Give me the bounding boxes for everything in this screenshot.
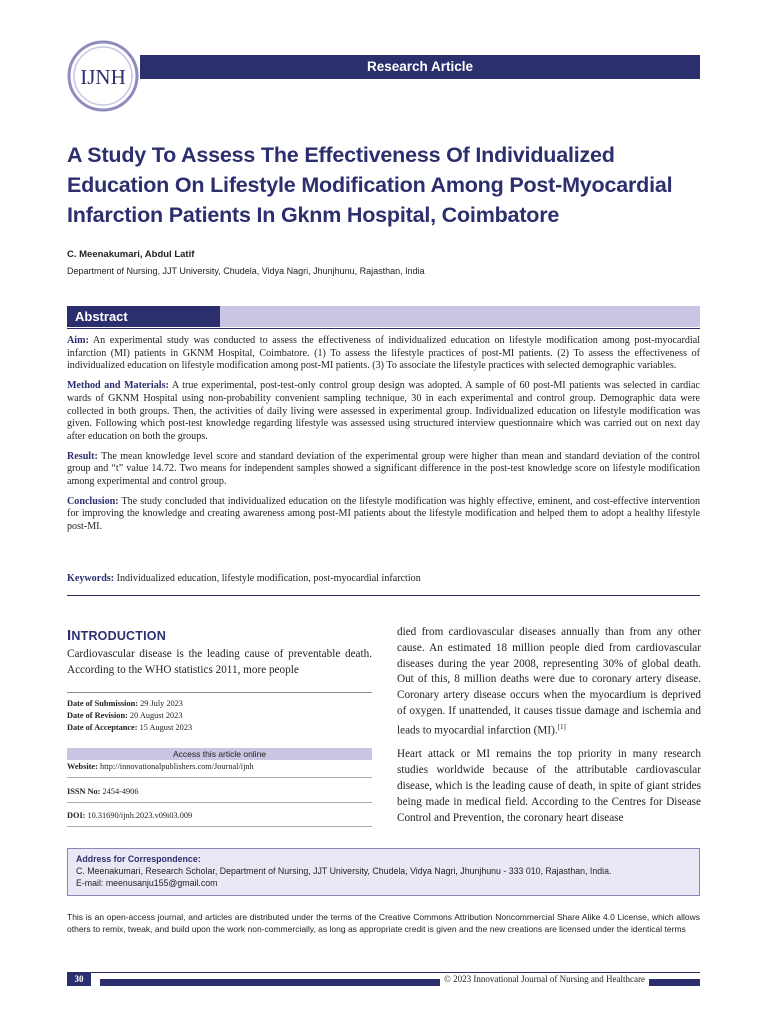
- article-dates: Date of Submission: 29 July 2023 Date of Revision: 20 August 2023 Date of Acceptance: 15 August 2023: [67, 699, 193, 732]
- authors: C. Meenakumari, Abdul Latif: [67, 249, 195, 260]
- abstract-body: [67, 335, 700, 541]
- keywords: Keywords: Individualized education, lifestyle modification, post-myocardial infarction: [67, 573, 421, 584]
- divider: [67, 595, 700, 596]
- access-doi: DOI: 10.31690/ijnh.2023.v09i03.009: [67, 811, 193, 820]
- intro-paragraph-1: died from cardiovascular diseases annually than from any other cause. An estimated 18 million people died from cardiovascular diseases during the year 2008, representing 30% of global death. Out of this, 8 million deaths were due to coronary artery disease. Coronary artery disease occurs when the myocardium is deprived of oxygen. If unattended, it causes tissue damage and ischemia and leads to myocardial infarction (MI).[1]: [397, 626, 701, 737]
- divider: [67, 777, 372, 778]
- divider: [67, 692, 372, 693]
- journal-logo: [67, 40, 139, 112]
- doi-link[interactable]: 10.31690/ijnh.2023.v09i03.009: [85, 811, 193, 820]
- correspondence-box: [67, 848, 700, 896]
- access-website: Website: http://innovationalpublishers.com/Journal/ijnh: [67, 762, 254, 771]
- article-title: A Study To Assess The Effectiveness Of Individualized Education On Lifestyle Modification Among Post-Myocardial Infarction Patients In Gknm Hospital, Coimbatore: [67, 143, 673, 227]
- correspondence-address: C. Meenakumari, Research Scholar, Department of Nursing, JJT University, Chudela, Vidya Nagri, Jhunjhunu - 333 010, Rajasthan, India.: [76, 866, 612, 876]
- website-link[interactable]: http://innovationalpublishers.com/Journal/ijnh: [97, 762, 254, 771]
- abstract-method: Method and Materials: A true experimental, post-test-only control group design was adopted. A sample of 60 post-MI patients was selected in cardiac wards of GKNM Hospital using non-probability convenient sampling technique, 30 in each experimental and control group. Demographic data were collected in both groups. Then, the activities of daily living were assessed in experimental group. Individualized education on lifestyle modification was given. Following which post-test knowledge regarding lifestyle was assessed using structured interview questionnaire which was carried out on next day after education on both the groups.: [67, 380, 700, 442]
- divider: [67, 328, 700, 329]
- abstract-heading: Abstract: [67, 306, 220, 327]
- intro-paragraph-2: Heart attack or MI remains the top priority in many research studies worldwide because of the attributable cardiovascular disease, which is the leading cause of death, in spite of giant strides being made in medical field. According to the Centres for Disease Control and Prevention, the coronary heart disease: [397, 748, 701, 824]
- article-type-banner: Research Article: [140, 55, 700, 79]
- citation-ref: [1]: [557, 722, 566, 731]
- abstract-conclusion: Conclusion: The study concluded that individualized education on the lifestyle modification was highly effective, eminent, and cost-effective intervention for improving the knowledge and creating awareness among post-MI patients about the lifestyle modification and helped them to adopt a healthy lifestyle post-MI.: [67, 495, 700, 533]
- abstract-result: Result: The mean knowledge level score and standard deviation of the experimental group were higher than mean and standard deviation of the control group and “t” value 14.72. Two means for independent samples showed a significant difference in the post-test knowledge score on lifestyle modification among experimental and control group.: [67, 450, 700, 488]
- divider: [67, 802, 372, 803]
- abstract-aim: Aim: An experimental study was conducted to assess the effectiveness of individualized education on lifestyle modification among post-myocardial infarction (MI) patients in GKNM Hospital, Coimbatore. (1) To assess the lifestyle practices of post-MI patients. (2) To assess the effectiveness of individualized education on lifestyle modification among post-MI patients. (3) To associate the lifestyle practices with selected demographic variables.: [67, 335, 700, 372]
- correspondence-title: Address for Correspondence:: [76, 854, 201, 864]
- introduction-left-text: Cardiovascular disease is the leading cause of preventable death. According to the WHO statistics 2011, more people: [67, 648, 372, 676]
- license-text: This is an open-access journal, and articles are distributed under the terms of the Creative Commons Attribution Noncommercial Share Alike 4.0 License, which allows others to remix, tweak, and build upon the work non-commercially, as long as appropriate credit is given and the new creations are licensed under the identical terms: [67, 912, 700, 934]
- page-number: 30: [67, 972, 91, 986]
- footer-copyright: © 2023 Innovational Journal of Nursing and Healthcare: [440, 973, 649, 986]
- correspondence-email: E-mail: meenusanju155@gmail.com: [76, 878, 218, 888]
- logo-text: IJNH: [80, 65, 126, 89]
- access-issn: ISSN No: 2454-4906: [67, 787, 139, 796]
- divider: [67, 826, 372, 827]
- access-online-title: Access this article online: [67, 748, 372, 760]
- affiliation: Department of Nursing, JJT University, Chudela, Vidya Nagri, Jhunjhunu, Rajasthan, India: [67, 266, 425, 276]
- introduction-heading: INTRODUCTION: [67, 627, 166, 644]
- introduction-right-text: [397, 625, 701, 834]
